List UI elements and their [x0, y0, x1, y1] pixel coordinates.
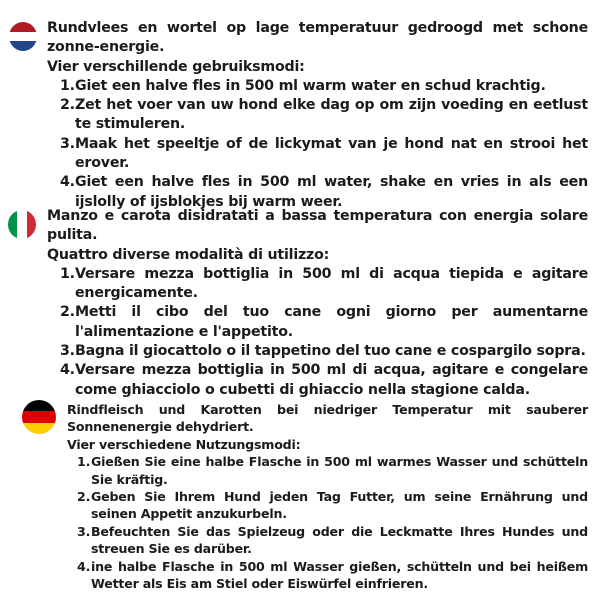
- item-text: Versare mezza bottiglia in 500 ml di acqua tiepida e agitare energicamente.: [75, 265, 588, 302]
- list-item: [60, 265, 588, 304]
- item-number: 3.: [60, 135, 75, 152]
- list-item: [77, 453, 588, 488]
- germany-flag-icon: [22, 400, 56, 434]
- item-number: 4.: [60, 362, 75, 379]
- list-item: [77, 558, 588, 593]
- dutch-text-block: [47, 19, 588, 212]
- subheading: Vier verschiedene Nutzungsmodi:: [67, 436, 301, 452]
- flag-stripe-white: [17, 210, 26, 239]
- item-number: 1.: [60, 265, 75, 282]
- usage-list: [60, 265, 588, 400]
- list-item: [60, 303, 588, 342]
- item-number: 4.: [77, 558, 91, 574]
- list-item: [60, 342, 588, 361]
- item-number: 2.: [60, 97, 75, 114]
- item-number: 2.: [60, 304, 75, 321]
- italy-flag-icon: [8, 210, 36, 239]
- item-text: Zet het voer van uw hond elke dag op om zijn voeding en eetlust te stimuleren.: [75, 97, 588, 133]
- list-item: [60, 135, 588, 174]
- flag-stripe-gold: [22, 423, 56, 434]
- flag-stripe-green: [8, 210, 17, 239]
- list-item: [77, 488, 588, 523]
- item-number: 4.: [60, 174, 75, 191]
- item-text: Maak het speeltje of de lickymat van je hond nat en strooi het erover.: [75, 135, 588, 172]
- item-text: Bagna il giocattolo o il tappetino del tuo cane e cospargilo sopra.: [75, 343, 586, 360]
- german-text-block: [67, 401, 588, 592]
- item-text: Geben Sie Ihrem Hund jeden Tag Futter, um seine Ernährung und seinen Appetit anzukurbeln.: [91, 489, 588, 522]
- intro-paragraph: Rundvlees en wortel op lage temperatuur gedroogd met schone zonne-energie.: [47, 20, 588, 56]
- item-number: 3.: [60, 343, 75, 360]
- subheading: Quattro diverse modalità di utilizzo:: [47, 246, 330, 263]
- usage-list: [60, 77, 588, 212]
- flag-stripe-red: [9, 22, 37, 32]
- netherlands-flag-icon: [9, 22, 37, 51]
- italian-text-block: [47, 207, 588, 400]
- item-number: 3.: [77, 523, 91, 539]
- intro-paragraph: Rindfleisch und Karotten bei niedriger Temperatur mit sauberer Sonnenenergie dehydriert.: [67, 402, 588, 435]
- list-item: [60, 361, 588, 400]
- flag-stripe-white: [9, 32, 37, 42]
- list-item: [60, 77, 588, 96]
- usage-list: [77, 453, 588, 592]
- item-text: Metti il cibo del tuo cane ogni giorno per aumentarne l'alimentazione e l'appetito.: [75, 304, 588, 340]
- item-number: 1.: [77, 454, 91, 470]
- item-text: Befeuchten Sie das Spielzeug oder die Leckmatte Ihres Hundes und streuen Sie es darüber.: [91, 523, 588, 557]
- list-item: [60, 96, 588, 135]
- item-text: Versare mezza bottiglia in 500 ml di acqua, agitare e congelare come ghiacciolo o cubetti di ghiaccio nella stagione calda.: [75, 362, 588, 398]
- subheading: Vier verschillende gebruiksmodi:: [47, 58, 305, 75]
- intro-paragraph: Manzo e carota disidratati a bassa temperatura con energia solare pulita.: [47, 208, 588, 244]
- item-number: 2.: [77, 489, 91, 505]
- item-text: Gießen Sie eine halbe Flasche in 500 ml warmes Wasser und schütteln Sie kräftig.: [91, 454, 588, 487]
- item-text: ine halbe Flasche in 500 ml Wasser gießen, schütteln und bei heißem Wetter als Eis am Stiel oder Eiswürfel einfrieren.: [91, 558, 588, 592]
- list-item: [77, 523, 588, 558]
- item-number: 1.: [60, 77, 75, 94]
- flag-stripe-red: [27, 210, 36, 239]
- item-text: Giet een halve fles in 500 ml water, shake en vries in als een ijslolly of ijsblokjes bij warm weer.: [75, 174, 588, 210]
- item-text: Giet een halve fles in 500 ml warm water en schud krachtig.: [75, 77, 546, 94]
- flag-stripe-black: [22, 400, 56, 411]
- flag-stripe-blue: [9, 41, 37, 51]
- flag-stripe-red: [22, 411, 56, 422]
